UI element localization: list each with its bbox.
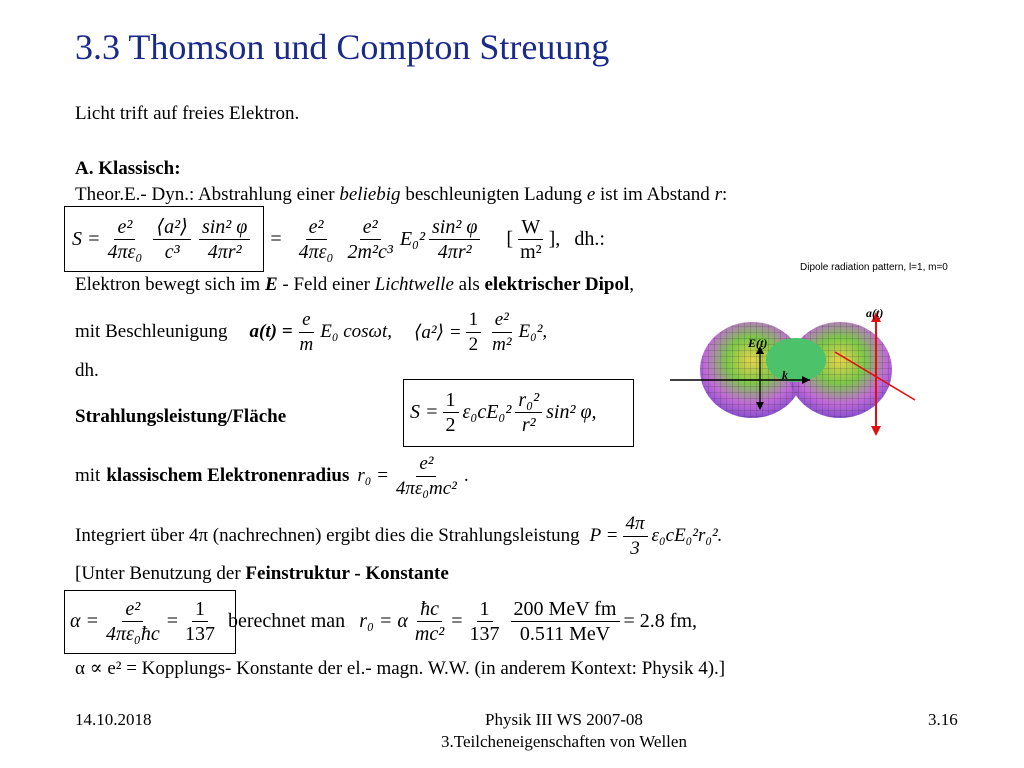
- frac-1-2: $\frac{1}{2}$: [466, 308, 482, 357]
- acc-prefix: mit Beschleunigung: [75, 321, 228, 342]
- figure-caption: Dipole radiation pattern, l=1, m=0: [800, 262, 948, 273]
- frac-e2-m2: $\frac{\text{e²}}{\text{m²}}$: [492, 308, 512, 355]
- theory-suffix: :: [721, 184, 728, 205]
- alpha-eq: =: [166, 609, 179, 632]
- poynting-lhs: S =: [72, 227, 101, 250]
- radius-line: [75, 448, 469, 504]
- frac-1-137: $\frac{1}{137}$: [185, 597, 216, 645]
- theory-line: [75, 184, 727, 206]
- frac-1-137-b: $\frac{1}{137}$: [469, 597, 500, 645]
- integrated-tail: ε₀cE₀²r₀².: [651, 525, 723, 546]
- fine-bold: Feinstruktur - Konstante: [245, 563, 449, 584]
- unit-frac: $\frac{W}{\text{m²}}$: [520, 215, 542, 263]
- dipole-prefix: Elektron bewegt sich im: [75, 274, 261, 295]
- frac-r02-r2: $\frac{\text{r₀²}}{\text{r²}}$: [515, 388, 542, 437]
- dipole-als: als: [458, 274, 480, 295]
- strahlung-lhs: S =: [410, 400, 439, 423]
- dh-label: dh.:: [574, 227, 605, 250]
- fine-prefix: [Unter Benutzung der: [75, 563, 241, 584]
- slide-title: 3.3 Thomson und Compton Streuung: [75, 27, 610, 67]
- acceleration-line: [75, 304, 547, 360]
- frac-e2-4pie0-b: $\frac{\text{e²}}{\text{4πε₀}}$: [298, 215, 334, 263]
- frac-half: $\frac{1}{2}$: [443, 388, 459, 437]
- a-arrowhead-down: [871, 426, 881, 436]
- frac-radius: $\frac{\text{e²}}{\text{4πε₀mc²}}$: [395, 452, 457, 499]
- e-label: E(t): [748, 336, 768, 350]
- theory-middle: beschleunigten Ladung: [405, 184, 583, 205]
- theory-var-e: e: [586, 184, 596, 205]
- theory-prefix: Theor.E.- Dyn.: Abstrahlung einer: [75, 184, 335, 205]
- acc-a2: ⟨a²⟩ =: [414, 321, 462, 343]
- alpha-r0: r₀ = α: [359, 609, 408, 632]
- alpha-eq2: =: [451, 609, 463, 632]
- frac-hc-mc2: $\frac{ħc}{\text{mc²}}$: [414, 597, 445, 645]
- footer-date: 14.10.2018: [75, 710, 152, 729]
- dipole-suffix: ,: [629, 274, 635, 295]
- frac-4pi-3: $\frac{4\pi}{3}$: [623, 512, 648, 561]
- alpha-mid: berechnet man: [228, 609, 346, 632]
- footer-chapter: 3.Teilcheneigenschaften von Wellen: [441, 732, 687, 751]
- frac-sin2-4pir2-b: $\frac{\text{sin² φ}}{\text{4πr²}}$: [429, 215, 480, 264]
- dipole-lichtwelle: Lichtwelle: [374, 274, 454, 295]
- integrated-line: [75, 508, 722, 564]
- radius-suffix: .: [463, 465, 469, 486]
- strahlung-label: Strahlungsleistung/Fläche: [75, 406, 287, 427]
- frac-e2-2m2c3: $\frac{\text{e²}}{\text{2m²c³}}$: [347, 215, 393, 263]
- fine-line: [75, 563, 449, 585]
- theory-italic: beliebig: [339, 184, 401, 205]
- unit-open: [: [506, 227, 514, 250]
- alpha-tail: = 2.8 fm,: [623, 609, 697, 632]
- a-label: a(t): [866, 306, 884, 320]
- dipole-mid: - Feld einer: [282, 274, 370, 295]
- theory-var-r: r: [714, 184, 722, 205]
- frac-alpha: $\frac{\text{e²}}{\text{4πε₀ħc}}$: [106, 597, 160, 645]
- frac-mev: $\frac{\text{200 MeV fm}}{\text{0.511 MeV}}$: [511, 597, 620, 646]
- strahlung-mid: ε₀cE₀²: [462, 400, 512, 423]
- dipole-E: E: [264, 274, 278, 295]
- acc-e02: E₀²,: [518, 321, 548, 342]
- frac-sin2-4pir2: $\frac{\text{sin² φ}}{\text{4πr²}}$: [199, 215, 250, 264]
- section-heading: A. Klassisch:: [75, 158, 181, 179]
- radius-prefix: mit: [75, 465, 101, 486]
- footer-page: 3.16: [928, 710, 958, 729]
- integrated-p: P =: [589, 525, 619, 546]
- alpha-lhs: α =: [70, 609, 99, 632]
- alpha-equation: [70, 592, 697, 650]
- k-label: k: [782, 368, 788, 382]
- radius-bold: klassischem Elektronenradius: [106, 465, 350, 486]
- radius-r0: r₀ =: [357, 465, 389, 486]
- intro-text: Licht trift auf freies Elektron.: [75, 103, 300, 124]
- poynting-equation: [72, 209, 605, 269]
- unit-close: ],: [548, 227, 561, 250]
- frac-a2-c3: $\frac{\text{⟨a²⟩}}{\text{c³}}$: [153, 215, 191, 264]
- strahlung-tail: sin² φ,: [546, 400, 597, 423]
- e0-squared: E₀²: [399, 227, 425, 250]
- dipole-bold: elektrischer Dipol: [484, 274, 630, 295]
- theory-middle2: ist im Abstand: [600, 184, 710, 205]
- frac-e2-4pie0: $\frac{\text{e²}}{\text{4πε₀}}$: [107, 215, 143, 263]
- integrated-prefix: Integriert über 4π (nachrechnen) ergibt dies die Strahlungsleistung: [75, 525, 580, 546]
- acc-e0cos: E₀ cosωt,: [320, 321, 392, 342]
- dipole-figure: [660, 290, 960, 440]
- equals-sign: =: [270, 227, 282, 250]
- strahlung-equation: [410, 382, 597, 442]
- dh-text: dh.: [75, 360, 99, 381]
- acc-at: a(t) =: [249, 321, 293, 342]
- footer-course: Physik III WS 2007-08: [485, 710, 643, 729]
- dipole-line: [75, 274, 634, 296]
- coupling-line: α ∝ e² = Kopplungs- Konstante der el.- magn. W.W. (in anderem Kontext: Physik 4).]: [75, 658, 726, 679]
- frac-e-m: $\frac{e}{m}$: [299, 308, 314, 355]
- torus-shape: [700, 322, 892, 418]
